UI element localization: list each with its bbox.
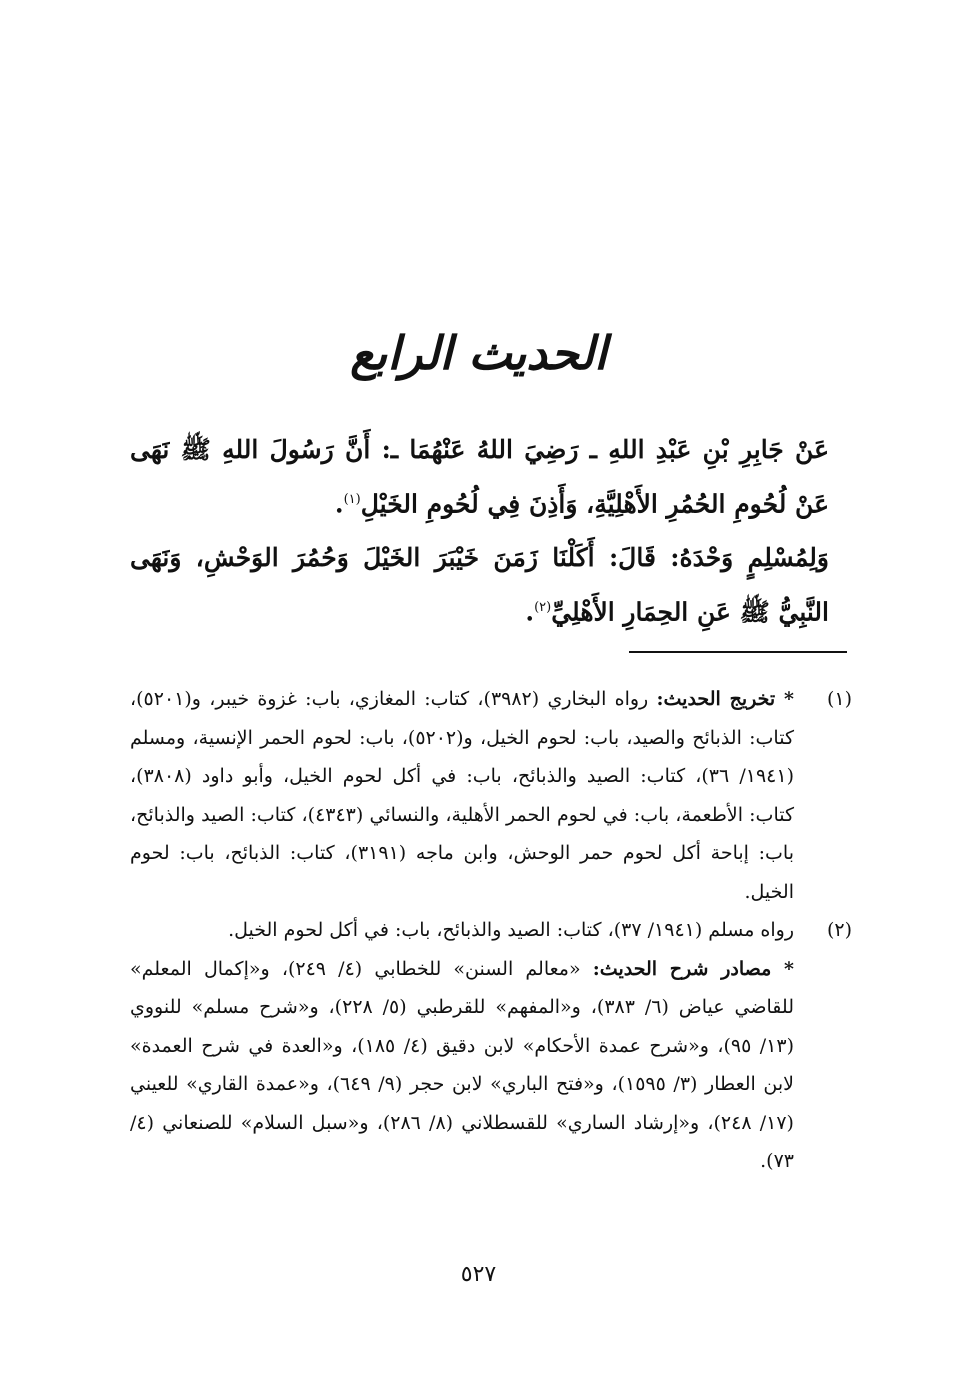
hadith-heading: الحديث الرابع bbox=[350, 326, 607, 380]
hadith-paragraph-2-text: وَلِمُسْلِمٍ وَحْدَهُ: قَالَ: أَكَلْنَا زَمَنَ خَيْبَرَ الخَيْلَ وَحُمُرَ الوَحْشِ، وَنَهَى النَّبِيُّ ﷺ عَنِ الحِمَارِ الأَهْلِيِّ bbox=[130, 543, 829, 627]
footnotes bbox=[130, 680, 852, 1181]
footnote-1-number: (١) bbox=[826, 688, 852, 710]
footnote-1-label: * تخريج الحديث: bbox=[656, 688, 794, 710]
footnote-2-number: (٢) bbox=[826, 919, 852, 941]
footnote-ref-2[interactable]: (٢) bbox=[534, 600, 552, 616]
page-number: ٥٢٧ bbox=[460, 1262, 497, 1287]
footnote-1-text: رواه البخاري (٣٩٨٢)، كتاب: المغازي، باب: غزوة خيبر، و(٥٢٠١)، كتاب: الذبائح والصيد، باب: لحوم الخيل، و(٥٢٠٢)، باب: لحوم الحمر الإنسية، ومسلم (١٩٤١/ ٣٦)، كتاب: الصيد والذبائح، باب: في أكل لحوم الخيل، وأبو داود (٣٨٠٨)، كتاب: الأطعمة، باب: في لحوم الحمر الأهلية، والنسائي (٤٣٤٣)، كتاب: الصيد والذبائح، باب: إباحة أكل لحوم حمر الوحش، وابن ماجه (٣١٩١)، كتاب: الذبائح، باب: لحوم الخيل. bbox=[130, 688, 795, 903]
footnote-sources bbox=[130, 950, 852, 1181]
footnote-2 bbox=[130, 911, 852, 950]
hadith-paragraph-1-end: . bbox=[334, 489, 344, 519]
footnote-separator bbox=[629, 651, 847, 653]
hadith-paragraph-2-end: . bbox=[525, 597, 535, 627]
hadith-paragraph-2 bbox=[130, 533, 829, 637]
hadith-paragraph-1-text: عَنْ جَابِرِ بْنِ عَبْدِ اللهِ ـ رَضِيَ اللهُ عَنْهُمَا ـ: أَنَّ رَسُولَ اللهِ ﷺ نَهَى عَنْ لُحُومِ الحُمُرِ الأَهْلِيَّةِ، وَأَذِنَ فِي لُحُومِ الخَيْلِ bbox=[130, 435, 829, 519]
footnote-1 bbox=[130, 680, 852, 911]
hadith-text bbox=[130, 425, 829, 638]
hadith-paragraph-1 bbox=[130, 425, 829, 529]
sources-label: * مصادر شرح الحديث: bbox=[592, 957, 794, 980]
footnote-ref-1[interactable]: (١) bbox=[343, 492, 361, 507]
sources-text: «معالم السنن» للخطابي (٤/ ٢٤٩)، و«إكمال المعلم» للقاضي عياض (٦/ ٣٨٣)، و«المفهم» للقرطبي (٥/ ٢٢٨)، و«شرح مسلم» للنووي (١٣/ ٩٥)، و«شرح عمدة الأحكام» لابن دقيق (٤/ ١٨٥)، و«العدة في شرح العمدة» لابن العطار (٣/ ١٥٩٥)، و«فتح الباري» لابن حجر (٩/ ٦٤٩)، و«عمدة القاري» للعيني (١٧/ ٢٤٨)، و«إرشاد الساري» للقسطلاني (٨/ ٢٨٦)، و«سبل السلام» للصنعاني (٤/ ٧٣). bbox=[130, 957, 794, 1172]
footnote-2-text: رواه مسلم (١٩٤١/ ٣٧)، كتاب: الصيد والذبائح، باب: في أكل لحوم الخيل. bbox=[228, 919, 794, 941]
